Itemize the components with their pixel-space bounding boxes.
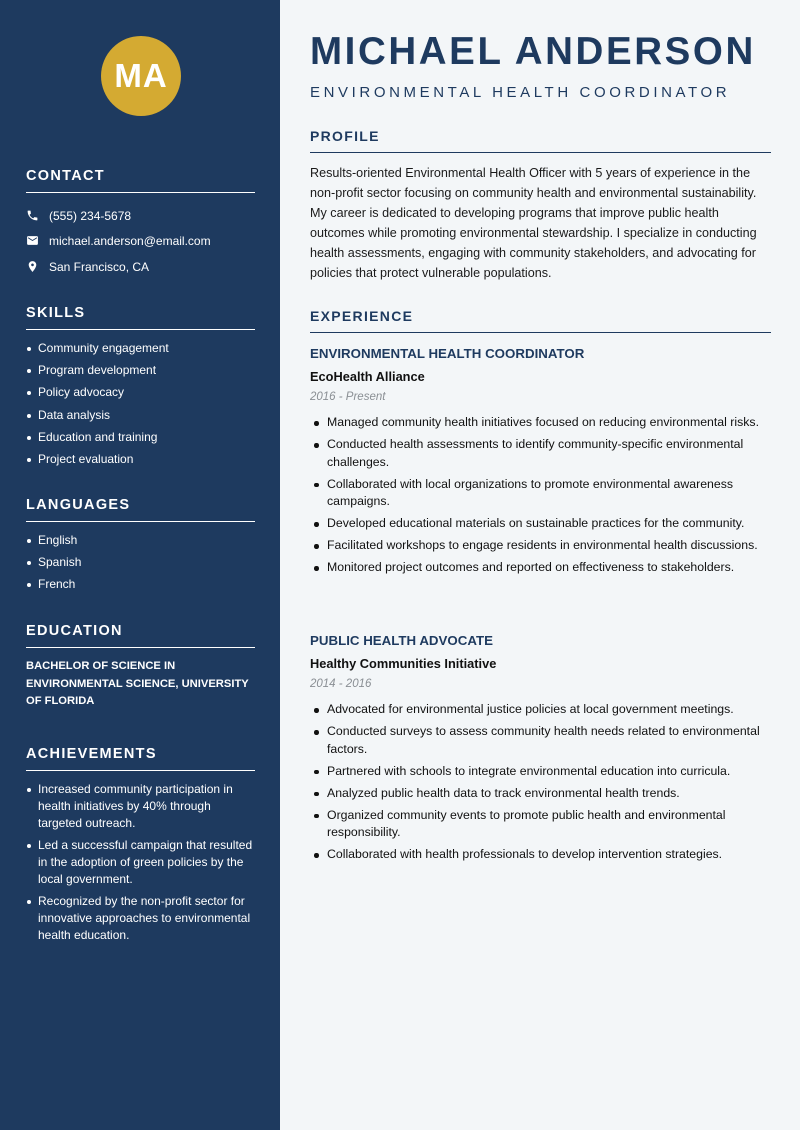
location-pin-icon [26,260,40,274]
achievements-list [26,781,255,944]
avatar-initials: MA [101,36,181,116]
education-heading: EDUCATION [26,623,255,648]
job-title: PUBLIC HEALTH ADVOCATE [310,633,493,648]
job-bullet: Analyzed public health data to track environmental health trends. [310,785,771,803]
contact-location [26,254,255,280]
languages-heading: LANGUAGES [26,497,255,522]
job-company: EcoHealth Alliance [310,369,425,384]
job-entry [310,345,771,581]
language-item: English [26,532,255,549]
achievement-item: Led a successful campaign that resulted in the adoption of green policies by the local government. [26,837,255,888]
languages-section [26,497,255,599]
profile-text: Results-oriented Environmental Health Officer with 5 years of experience in the non-profit sector focusing on community health and environmental sustainability. My career is dedicated to developing programs that improve public health outcomes while promoting environmental stewardship. I specialize in conducting health assessments, engaging with community stakeholders, and advocating for policies that protect vulnerable populations. [310,166,757,280]
achievement-item: Increased community participation in health initiatives by 40% through targeted outreach. [26,781,255,832]
job-bullet: Managed community health initiatives focused on reducing environmental risks. [310,414,771,432]
contact-phone [26,203,255,229]
achievements-section [26,746,255,949]
job-bullets [310,701,771,864]
achievements-heading: ACHIEVEMENTS [26,746,255,771]
skill-item: Data analysis [26,407,255,424]
skills-section [26,305,255,473]
job-bullets [310,414,771,577]
job-entry [310,632,771,868]
skill-item: Policy advocacy [26,384,255,401]
job-title: ENVIRONMENTAL HEALTH COORDINATOR [310,346,585,361]
envelope-icon [26,234,40,248]
candidate-name: MICHAEL ANDERSON [310,30,756,73]
location-text: San Francisco, CA [49,259,150,274]
skills-heading: SKILLS [26,305,255,330]
contact-section [26,168,255,280]
skill-item: Program development [26,362,255,379]
phone-icon [26,209,40,223]
job-bullet: Developed educational materials on sustainable practices for the community. [310,515,771,533]
job-bullet: Collaborated with local organizations to promote environmental awareness campaigns. [310,476,771,511]
job-bullet: Advocated for environmental justice policies at local government meetings. [310,701,771,719]
skill-item: Education and training [26,429,255,446]
job-bullet: Facilitated workshops to engage residents in environmental health discussions. [310,537,771,555]
languages-list [26,532,255,593]
skill-item: Project evaluation [26,451,255,468]
job-dates: 2016 - Present [310,391,386,403]
contact-heading: CONTACT [26,168,255,193]
phone-text: (555) 234-5678 [49,208,132,223]
job-bullet: Monitored project outcomes and reported on effectiveness to stakeholders. [310,559,771,577]
job-dates: 2014 - 2016 [310,678,372,690]
sidebar [0,0,280,1130]
achievement-item: Recognized by the non-profit sector for innovative approaches to environmental health education. [26,893,255,944]
skill-item: Community engagement [26,340,255,357]
language-item: French [26,576,255,593]
candidate-title: ENVIRONMENTAL HEALTH COORDINATOR [310,84,731,101]
job-bullet: Partnered with schools to integrate environmental education into curricula. [310,763,771,781]
profile-heading: PROFILE [310,128,771,153]
job-bullet: Collaborated with health professionals to develop intervention strategies. [310,846,771,864]
job-bullet: Conducted health assessments to identify community-specific environmental challenges. [310,436,771,471]
education-degree: BACHELOR OF SCIENCE IN ENVIRONMENTAL SCIENCE, UNIVERSITY OF FLORIDA [26,660,249,707]
contact-email [26,229,255,255]
language-item: Spanish [26,554,255,571]
job-bullet: Conducted surveys to assess community health needs related to environmental factors. [310,723,771,758]
email-text: michael.anderson@email.com [49,234,211,249]
job-bullet: Organized community events to promote public health and environmental responsibility. [310,807,771,842]
skills-list [26,340,255,468]
job-company: Healthy Communities Initiative [310,656,497,671]
education-section [26,623,255,711]
experience-heading: EXPERIENCE [310,308,771,333]
